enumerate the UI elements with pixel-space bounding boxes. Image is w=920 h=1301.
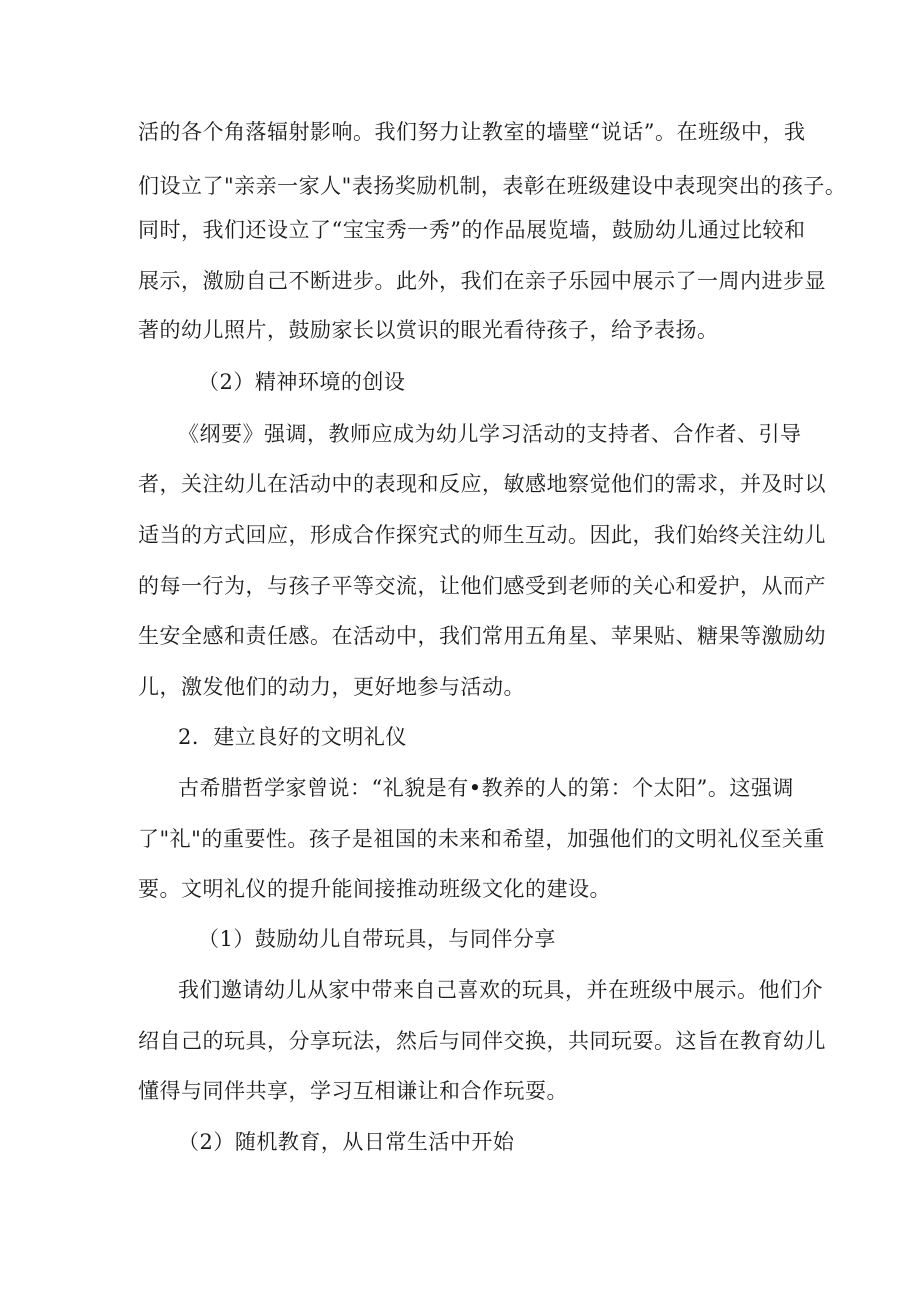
paragraph-line: 者，关注幼儿在活动中的表现和反应，敏感地察觉他们的需求，并及时以 (138, 472, 826, 496)
paragraph-line: 古希腊哲学家曾说：“礼貌是有•教养的人的第：个太阳”。这强调 (178, 776, 794, 800)
paragraph-line: 著的幼儿照片，鼓励家长以赏识的眼光看待孩子，给予表扬。 (138, 318, 719, 342)
section-heading: （2）精神环境的创设 (198, 370, 406, 394)
paragraph-line: 们设立了"亲亲一家人"表扬奖励机制，表彰在班级建设中表现突出的孩子。 (138, 174, 847, 198)
paragraph-line: 展示，激励自己不断进步。此外，我们在亲子乐园中展示了一周内进步显 (138, 269, 826, 293)
paragraph-line: 儿，激发他们的动力，更好地参与活动。 (138, 675, 525, 699)
paragraph-line: 了"礼"的重要性。孩子是祖国的未来和希望，加强他们的文明礼仪至关重 (138, 827, 825, 851)
paragraph-line: 活的各个角落辐射影响。我们努力让教室的墙壁“说话”。在班级中，我 (138, 120, 806, 144)
section-heading: （2）随机教育，从日常生活中开始 (178, 1130, 515, 1154)
paragraph-line: 适当的方式回应，形成合作探究式的师生互动。因此，我们始终关注幼儿 (138, 523, 826, 547)
section-heading: （1）鼓励幼儿自带玩具，与同伴分享 (198, 927, 556, 951)
paragraph-line: 《纲要》强调，教师应成为幼儿学习活动的支持者、合作者、引导 (178, 422, 802, 446)
paragraph-line: 生安全感和责任感。在活动中，我们常用五角星、苹果贴、糖果等激励幼 (138, 624, 826, 648)
paragraph-line: 懂得与同伴共享，学习互相谦让和合作玩耍。 (138, 1079, 568, 1103)
section-heading: 2．建立良好的文明礼仪 (178, 725, 407, 749)
paragraph-line: 绍自己的玩具，分享玩法，然后与同伴交换，共同玩耍。这旨在教育幼儿 (138, 1029, 826, 1053)
paragraph-line: 的每一行为，与孩子平等交流，让他们感受到老师的关心和爱护，从而产 (138, 574, 826, 598)
paragraph-line: 同时，我们还设立了“宝宝秀一秀”的作品展览墙，鼓励幼儿通过比较和 (138, 218, 806, 242)
paragraph-line: 我们邀请幼儿从家中带来自己喜欢的玩具，并在班级中展示。他们介 (178, 978, 823, 1002)
paragraph-line: 要。文明礼仪的提升能间接推动班级文化的建设。 (138, 877, 611, 901)
